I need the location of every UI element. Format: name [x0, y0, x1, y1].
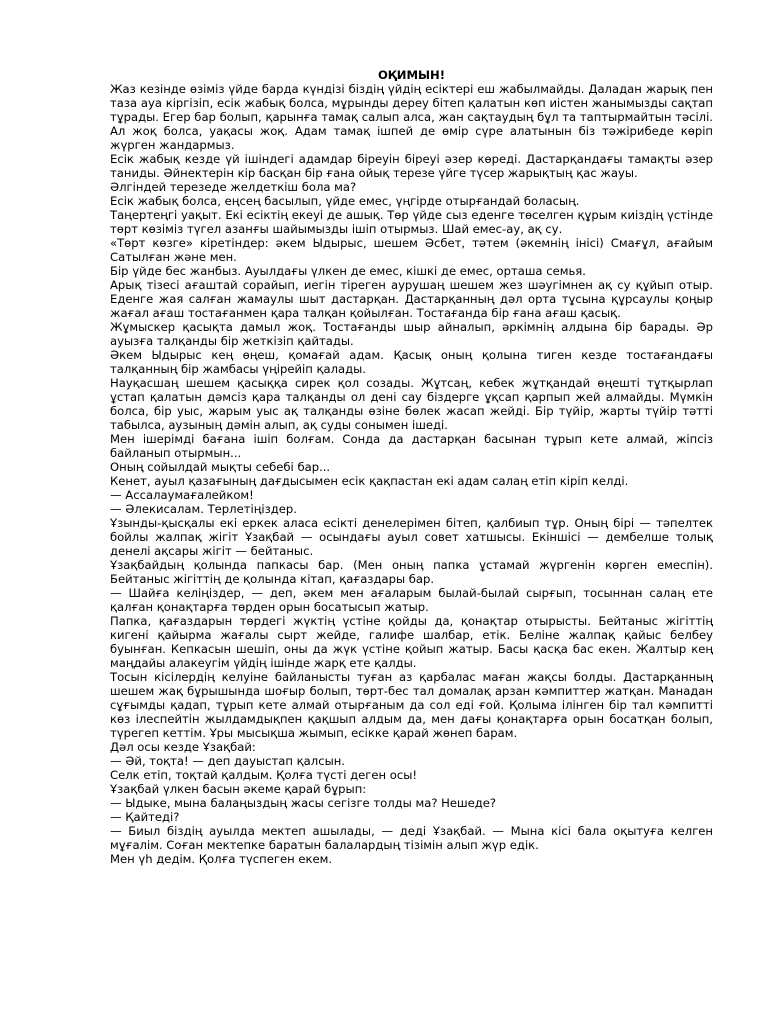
paragraph: — Ыдыке, мына балаңыздың жасы сегізге толды ма? Нешеде? — [110, 796, 497, 810]
paragraph: Бір үйде бес жанбыз. Ауылдағы үлкен де емес, кішкі де емес, орташа семья. — [110, 264, 586, 278]
paragraph: Арық тізесі ағаштай сорайып, иегін тіреген аурушаң шешем жез шәугімнен ақ су құйып отыр. Еденге жая салған жамаулы шыт дастарқан. Дастарқанның дәл орта тұсына құрсаулы қоңыр жағал ағаш тостағанмен қара талқан қойылған. Тостағанда бір ғана ағаш қасық. — [110, 278, 713, 320]
paragraph: Жаз кезінде өзіміз үйде барда күндізі біздің үйдің есіктері еш жабылмайды. Даладан жарық пен таза ауа кіргізіп, есік жабық болса, мұрынды дереу бітеп қалатын көп иістен жанымызды сақтап тұрады. Егер бар болып, қарынға тамақ салып алса, жан сақтаудың бұл та таптырмайтын тәсілі. Ал жоқ болса, уақасы жоқ. Адам тамақ ішпей де өмір сүре алатынын біз тәжірибеде көріп жүрген жандармыз. — [110, 82, 713, 152]
paragraph: — Шайға келіңіздер, — деп, әкем мен ағаларым былай-былай сырғып, тосыннан салаң ете қалған қонақтарға төрден орын босатысып жатыр. — [110, 586, 713, 614]
paragraph: Мен үһ дедім. Қолға түспеген екем. — [110, 852, 333, 866]
paragraph: Ұзақбай үлкен басын әкеме қарай бұрып: — [110, 782, 367, 796]
paragraph: Селк етіп, тоқтай қалдым. Қолға түсті деген осы! — [110, 768, 418, 782]
paragraph: Әлгіндей терезеде желдеткіш бола ма? — [110, 180, 357, 194]
paragraph: Есік жабық кезде үй ішіндегі адамдар біреуін біреуі әзер көреді. Дастарқандағы тамақты әзер таниды. Әйнектерін кір басқан бір ғана ойық терезе үйге түсер жарықтың қас жауы. — [110, 152, 713, 180]
paragraph: Жұмыскер қасықта дамыл жоқ. Тостағанды шыр айналып, әркімнің алдына бір барады. Әр ауызға талқанды бір жеткізіп қайтады. — [110, 320, 713, 348]
paragraph: Кенет, ауыл қазағының дағдысымен есік қақпастан екі адам салаң етіп кіріп келді. — [110, 474, 629, 488]
paragraph: Әкем Ыдырыс кең өңеш, қомағай адам. Қасық оның қолына тиген кезде тостағандағы талқанның бір жамбасы үңірейіп қалады. — [110, 348, 713, 376]
paragraph: «Төрт көзге» кіретіндер: әкем Ыдырыс, шешем Әсбет, тәтем (әкемнің інісі) Смағұл, ағайым Сатылған және мен. — [110, 236, 713, 264]
paragraph: Мен ішерімді бағана ішіп болғам. Сонда да дастарқан басынан тұрып кете алмай, жіпсіз байланып отырмын... — [110, 432, 713, 460]
paragraph: Ұзақбайдың қолында папкасы бар. (Мен оның папка ұстамай жүргенін көрген емеспін). Бейтаныс жігіттің де қолында кітап, қағаздары бар. — [110, 558, 713, 586]
paragraph: — Әлекисалам. Терлетіңіздер. — [110, 502, 297, 516]
paragraph: — Биыл біздің ауылда мектеп ашылады, — деді Ұзақбай. — Мына кісі бала оқытуға келген мұғалім. Соған мектепке баратын балалардың тізімін алып жүр едік. — [110, 824, 713, 852]
paragraph: Есік жабық болса, еңсең басылып, үйде емес, үңгірде отырғандай боласың. — [110, 194, 580, 208]
paragraph: — Әй, тоқта! — деп дауыстап қалсын. — [110, 754, 345, 768]
paragraph: — Қайтеді? — [110, 810, 180, 824]
document-body — [110, 82, 713, 866]
paragraph: Науқасшаң шешем қасыққа сирек қол созады. Жұтсаң, кебек жұтқандай өңешті тұтқырлап ұстап қалатын дәмсіз қара талқанды ол дені сау біздерге ұқсап қарпып жей алмайды. Мүмкін болса, бір уыс, жарым уыс ақ талқанды өзіне бөлек жасап жейді. Бір түйір, жарты түйір тәтті табылса, аузының дәмін алып, ақ суды сонымен ішеді. — [110, 376, 713, 432]
document-title: ОҚИМЫН! — [377, 68, 446, 82]
paragraph: Ұзынды-қысқалы екі еркек аласа есікті денелерімен бітеп, қалбиып тұр. Оның бірі — тәпелтек бойлы жалпақ жігіт Ұзақбай — осындағы ауыл совет хатшысы. Екіншісі — дембелше толық денелі ақсары жігіт — бейтаныс. — [110, 516, 713, 558]
paragraph: Тосын кісілердің келуіне байланысты туған аз қарбалас маған жақсы болды. Дастарқанның шешем жақ бұрышында шоғыр болып, төрт-бес тал домалақ арзан кәмпиттер жатқан. Манадан сұғымды қадап, тұрып кете алмай отырғаным да сол еді ғой. Қолыма ілінген бір тал кәмпитті көз ілеспейтін жылдамдықпен қақшып алдым да, мен дағы қонақтарға орын босатқан болып, түрегеп кеттім. Ұры мысықша жымып, есікке қарай жөнеп барам. — [110, 670, 713, 740]
document-page — [110, 68, 713, 866]
paragraph: Таңертеңгі уақыт. Екі есіктің екеуі де ашық. Төр үйде сыз еденге төселген құрым киіздің үстінде төрт көзіміз түгел азанғы шайымызды ішіп отырмыз. Шай емес-ау, ақ су. — [110, 208, 713, 236]
paragraph: Оның сойылдай мықты себебі бар... — [110, 460, 331, 474]
paragraph: — Ассалаумағалейком! — [110, 488, 254, 502]
paragraph: Папка, қағаздарын төрдегі жүктің үстіне қойды да, қонақтар отырысты. Бейтаныс жігіттің кигені қайырма жағалы сырт жейде, галифе шалбар, етік. Беліне жалпақ қайыс белбеу буынған. Кепкасын шешіп, оны да жүк үстіне қойып жатыр. Басы қасқа бас екен. Жалтыр кең маңдайы алакеугім үйдің ішінде жарқ ете қалды. — [110, 614, 713, 670]
paragraph: Дәл осы кезде Ұзақбай: — [110, 740, 256, 754]
